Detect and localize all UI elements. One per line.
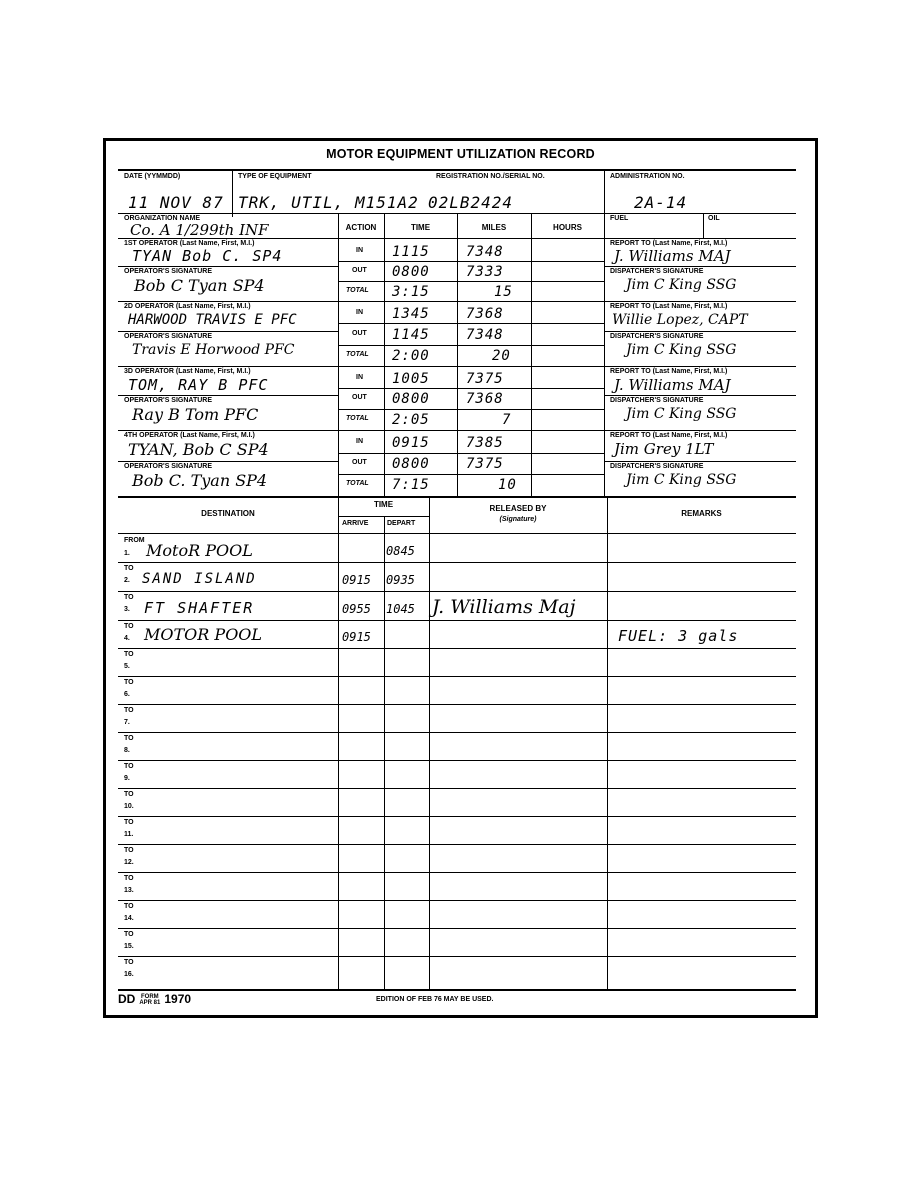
op2-in-miles[interactable]: 7368 [466,306,504,322]
dispatcher-4-signature[interactable]: Jim C King SSG [626,472,737,488]
operator-1-name[interactable]: TYAN Bob C. SP4 [132,247,283,265]
action-header: ACTION [345,223,377,232]
miles-header: MILES [481,223,507,232]
destination-4[interactable]: MOTOR POOL [144,625,263,644]
report-2-name[interactable]: Willie Lopez, CAPT [612,312,748,328]
arrive-2[interactable]: 0915 [342,573,371,587]
op3-in-miles[interactable]: 7375 [466,371,504,387]
signature-subheader: (Signature) [499,516,537,523]
report-1-label: REPORT TO (Last Name, First, M.I.) [610,240,728,247]
operator-1-sig-label: OPERATOR'S SIGNATURE [124,268,213,275]
date-field[interactable]: 11 NOV 87 [128,193,224,212]
destination-1[interactable]: MotoR POOL [146,541,253,560]
op2-out-time[interactable]: 1145 [392,327,430,343]
op1-in-miles[interactable]: 7348 [466,244,504,260]
dispatcher-3-signature[interactable]: Jim C King SSG [626,406,737,422]
op3-total-miles[interactable]: 7 [502,412,512,428]
operator-2-name[interactable]: HARWOOD TRAVIS E PFC [128,312,297,328]
report-1-name[interactable]: J. Williams MAJ [614,247,731,265]
dispatcher-4-label: DISPATCHER'S SIGNATURE [610,463,704,470]
depart-1[interactable]: 0845 [386,544,415,558]
op1-total-miles[interactable]: 15 [494,284,513,300]
dispatcher-2-label: DISPATCHER'S SIGNATURE [610,333,704,340]
op4-out-miles[interactable]: 7375 [466,456,504,472]
op4-in-time[interactable]: 0915 [392,435,430,451]
operator-4-label: 4TH OPERATOR (Last Name, First, M.I.) [124,432,255,439]
admin-label: ADMINISTRATION NO. [610,173,685,180]
operator-3-sig-label: OPERATOR'S SIGNATURE [124,397,213,404]
op1-in-time[interactable]: 1115 [392,244,430,260]
registration-field[interactable]: 02LB2424 [428,193,514,212]
op4-in-miles[interactable]: 7385 [466,435,504,451]
utilization-record-form: MOTOR EQUIPMENT UTILIZATION RECORD DATE (YYMMDD) TYPE OF EQUIPMENT REGISTRATION NO./SERIAL NO. ADMINISTRATION NO. 11 NOV 87 TRK, UTIL, M151A2 02LB2424 2A-14 ORGANIZATION NAME Co. A 1/299th INF ACTION TIME MILES HOURS FUEL OIL 1ST OPERATOR (Last Name, First, M.I.) TYAN Bob C. SP4 OPERATOR'S SIGNATURE Bob C Tyan SP4 REPORT TO (Last Name, First, M.I.) J. Williams MAJ DISPATCHER'S SIGNATURE Jim C King SSG IN 1115 7348 OUT 0800 7333 TOTAL 3:15 15 2D OPERATOR (Last Name, First, M.I.) HARWOOD TRAVIS E PFC OPERATOR'S SIGNATURE Travis E Horwood PFC REPORT TO (Last Name, First, M.I.) Willie Lopez, CAPT DISPATCHER'S SIGNATURE Jim C King SSG IN 1345 7368 OUT 1145 7348 TOTAL 2:00 20 3D OPERATOR (Last Name, First, M.I.) TOM, RAY B PFC OPERATOR'S SIGNATURE Ray B Tom PFC REPORT TO (Last Name, First, M.I.) J. Williams MAJ DISPATCHER'S SIGNATURE Jim C King SSG IN 1005 7375 OUT 0800 7368 TOTAL 2:05 7 4TH OPERATOR (Last Name, First, M.I.) TYAN, Bob C SP4 OPERATOR'S SIGNATURE Bob C. Tyan SP4 REPORT TO (Last Name, First, M.I.) Jim Grey 1LT DISPATCHER'S SIGNATURE Jim C King SSG IN 0915 7385 OUT 0800 7375 TOTAL 7:15 10 DESTINATION TIME ARRIVE DEPART RELEASED BY (Signature) REMARKS FROM 1. MotoR POOL 0845 TO 2. SAND ISLAND 0915 0935 TO 3. FT SHAFTER 0955 1045 J. Williams Maj TO 4. MOTOR POOL 0915 FUEL: 3 gals TO 5. TO 6. TO 7. TO 8. TO 9. TO 10. TO 11. TO 12. TO 13. TO 14. TO 15. TO 16. DD FORM APR 81 1970 EDITION OF FEB 76 MAY BE USED. [103,138,818,1018]
depart-3[interactable]: 1045 [386,602,415,616]
time-header-2: TIME [373,500,394,509]
form-number: DD FORM APR 81 1970 [118,992,192,1006]
destination-header: DESTINATION [201,509,255,518]
op3-total-time[interactable]: 2:05 [392,412,430,428]
depart-2[interactable]: 0935 [386,573,415,587]
remarks-4[interactable]: FUEL: 3 gals [618,627,739,645]
report-3-name[interactable]: J. Williams MAJ [614,376,731,394]
arrive-header: ARRIVE [342,520,369,527]
operator-2-signature[interactable]: Travis E Horwood PFC [132,342,295,358]
op2-out-miles[interactable]: 7348 [466,327,504,343]
form-title: MOTOR EQUIPMENT UTILIZATION RECORD [326,147,595,161]
op3-out-miles[interactable]: 7368 [466,391,504,407]
time-header: TIME [410,223,431,232]
hours-header: HOURS [553,223,582,232]
operator-3-signature[interactable]: Ray B Tom PFC [132,405,259,424]
operator-2-label: 2D OPERATOR (Last Name, First, M.I.) [124,303,251,310]
from-label: FROM [124,537,145,544]
op4-total-miles[interactable]: 10 [498,477,517,493]
operator-4-name[interactable]: TYAN, Bob C SP4 [128,440,269,459]
operator-1-signature[interactable]: Bob C Tyan SP4 [134,276,265,295]
op2-total-miles[interactable]: 20 [492,348,511,364]
dispatcher-2-signature[interactable]: Jim C King SSG [626,342,737,358]
admin-field[interactable]: 2A-14 [634,193,688,212]
dispatcher-3-label: DISPATCHER'S SIGNATURE [610,397,704,404]
oil-label: OIL [708,215,720,222]
arrive-4[interactable]: 0915 [342,630,371,644]
destination-2[interactable]: SAND ISLAND [142,571,257,587]
released-by-3[interactable]: J. Williams Maj [432,596,576,618]
op2-total-time[interactable]: 2:00 [392,348,430,364]
op3-in-time[interactable]: 1005 [392,371,430,387]
op4-total-time[interactable]: 7:15 [392,477,430,493]
operator-2-sig-label: OPERATOR'S SIGNATURE [124,333,213,340]
remarks-header: REMARKS [681,509,722,518]
report-3-label: REPORT TO (Last Name, First, M.I.) [610,368,728,375]
op2-in-time[interactable]: 1345 [392,306,430,322]
op3-out-time[interactable]: 0800 [392,391,430,407]
report-4-name[interactable]: Jim Grey 1LT [614,440,714,458]
equipment-type-label: TYPE OF EQUIPMENT [238,173,312,180]
org-field[interactable]: Co. A 1/299th INF [130,221,269,239]
report-4-label: REPORT TO (Last Name, First, M.I.) [610,432,728,439]
op1-out-time[interactable]: 0800 [392,264,430,280]
dispatcher-1-label: DISPATCHER'S SIGNATURE [610,268,704,275]
depart-header: DEPART [387,520,416,527]
org-label: ORGANIZATION NAME [124,215,201,222]
operator-3-name[interactable]: TOM, RAY B PFC [128,376,269,394]
operator-3-label: 3D OPERATOR (Last Name, First, M.I.) [124,368,251,375]
destination-3[interactable]: FT SHAFTER [144,599,255,617]
fuel-label: FUEL [610,215,629,222]
date-label: DATE (YYMMDD) [124,173,181,180]
op1-out-miles[interactable]: 7333 [466,264,504,280]
released-by-header: RELEASED BY [489,504,547,513]
operator-1-label: 1ST OPERATOR (Last Name, First, M.I.) [124,240,255,247]
operator-4-signature[interactable]: Bob C. Tyan SP4 [132,471,268,490]
op1-total-time[interactable]: 3:15 [392,284,430,300]
op4-out-time[interactable]: 0800 [392,456,430,472]
edition-note: EDITION OF FEB 76 MAY BE USED. [376,996,494,1003]
dispatcher-1-signature[interactable]: Jim C King SSG [626,277,737,293]
report-2-label: REPORT TO (Last Name, First, M.I.) [610,303,728,310]
operator-4-sig-label: OPERATOR'S SIGNATURE [124,463,213,470]
arrive-3[interactable]: 0955 [342,602,371,616]
equipment-type-field[interactable]: TRK, UTIL, M151A2 [238,193,419,212]
registration-label: REGISTRATION NO./SERIAL NO. [436,173,545,180]
